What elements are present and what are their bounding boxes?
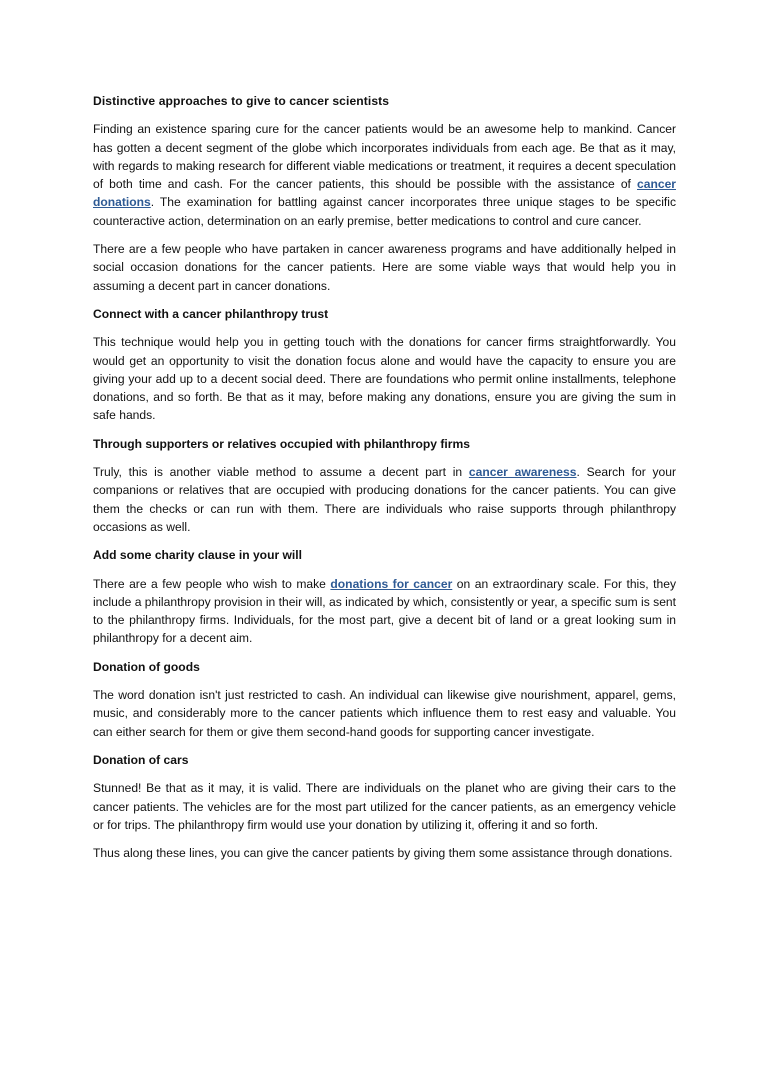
intro-text-after-link: . The examination for battling against cancer incorporates three unique stages to be specific counteractive action, determination on an early premise, better medications to control and cure cancer.	[93, 195, 676, 228]
section-heading-donation-of-cars: Donation of cars	[93, 752, 189, 767]
section-body-supporters-relatives	[93, 463, 676, 536]
intro-paragraph-1	[93, 120, 676, 230]
section-heading-philanthropy-trust: Connect with a cancer philanthropy trust	[93, 306, 329, 321]
document-title: Distinctive approaches to give to cancer scientists	[93, 94, 390, 108]
conclusion-paragraph: Thus along these lines, you can give the cancer patients by giving them some assistance through donations.	[93, 846, 673, 861]
donations-for-cancer-link[interactable]: donations for cancer	[330, 576, 453, 591]
section-body-charity-clause	[93, 575, 676, 648]
intro-paragraph-2: There are a few people who have partaken in cancer awareness programs and have additionally helped in social occasion donations for the cancer patients. Here are some viable ways that would help you in assuming a decent part in cancer donations.	[93, 242, 676, 293]
section-heading-donation-of-goods: Donation of goods	[93, 659, 200, 674]
section-body-philanthropy-trust: This technique would help you in getting touch with the donations for cancer firms straightforwardly. You would get an opportunity to visit the donation focus alone and would have the capacity to ensure you are giving your add up to a decent social deed. There are foundations who permit online installments, telephone donations, and so forth. Be that as it may, before making any donations, ensure you are giving the sum in safe hands.	[93, 335, 676, 423]
document-page	[93, 92, 676, 872]
section-text-before-link: Truly, this is another viable method to assume a decent part in	[93, 465, 469, 480]
section-body-donation-of-goods: The word donation isn't just restricted to cash. An individual can likewise give nourishment, apparel, gems, music, and considerably more to the cancer patients which influence them to rest easy and valuable. You can either search for them or give them second-hand goods for supporting cancer investigate.	[93, 688, 676, 739]
intro-text-before-link: Finding an existence sparing cure for the cancer patients would be an awesome help to mankind. Cancer has gotten a decent segment of the globe which incorporates individuals from each age. Be that as it may, with regards to making research for different viable medications or treatment, it requires a decent speculation of both time and cash. For the cancer patients, this should be possible with the assistance of	[93, 122, 676, 192]
section-heading-charity-clause: Add some charity clause in your will	[93, 548, 303, 563]
section-body-donation-of-cars: Stunned! Be that as it may, it is valid. There are individuals on the planet who are giving their cars to the cancer patients. The vehicles are for the most part utilized for the cancer patients, as an emergency vehicle or for trips. The philanthropy firm would use your donation by utilizing it, offering it and so forth.	[93, 781, 676, 832]
section-text-before-link: There are a few people who wish to make	[93, 576, 331, 591]
section-heading-supporters-relatives: Through supporters or relatives occupied with philanthropy firms	[93, 436, 470, 451]
cancer-donations-link[interactable]: cancer donations	[93, 177, 676, 210]
section-text-after-link: on an extraordinary scale. For this, they include a philanthropy provision in their will, as indicated by which, consistently or year, a specific sum is sent to the philanthropy firms. Individuals, for the most part, give a decent bit of land or a great looking sum in philanthropy for a decent aim.	[93, 576, 676, 646]
cancer-awareness-link[interactable]: cancer awareness	[468, 465, 577, 480]
section-text-after-link: . Search for your companions or relatives that are occupied with producing donations for the cancer patients. You can give them the checks or can run with them. There are individuals who raise supports through philanthropy occasions as well.	[93, 465, 676, 534]
